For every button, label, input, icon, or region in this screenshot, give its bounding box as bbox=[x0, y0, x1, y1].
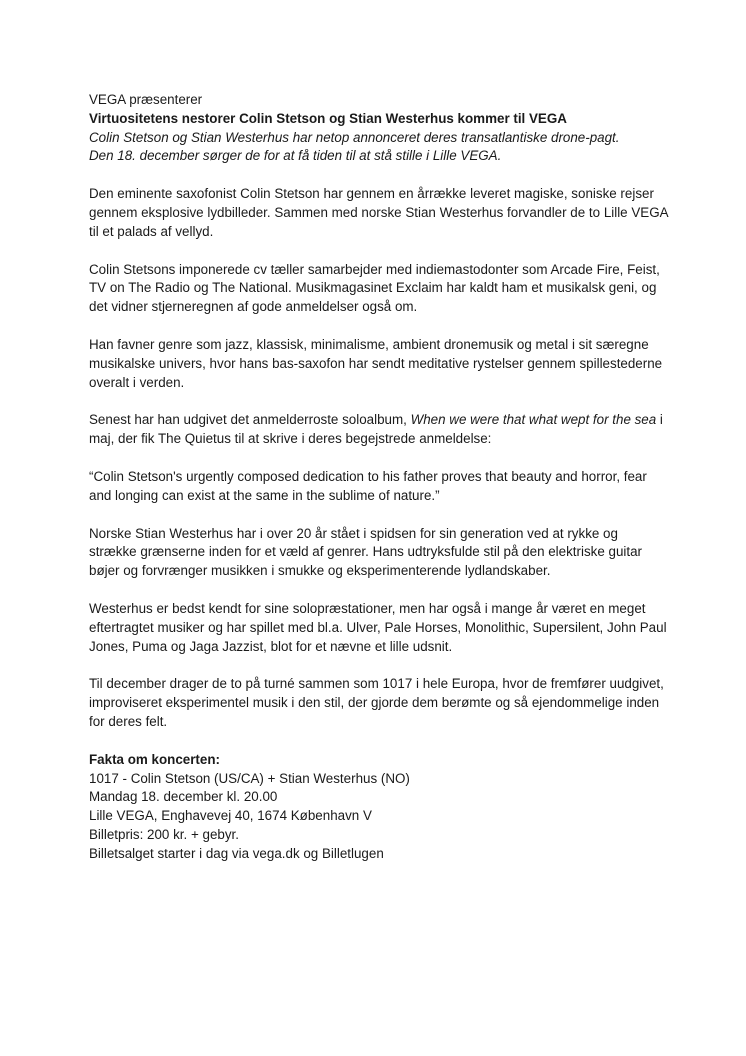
facts-line: 1017 - Colin Stetson (US/CA) + Stian Westerhus (NO) bbox=[89, 770, 410, 786]
review-quote: “Colin Stetson's urgently composed dedication to his father proves that beauty and horror, fear and longing can exist at the same in the sublime of nature.” bbox=[89, 468, 647, 503]
facts-heading: Fakta om koncerten: bbox=[89, 751, 220, 767]
facts-line: Billetpris: 200 kr. + gebyr. bbox=[89, 826, 239, 842]
paragraph-collaborations: Colin Stetsons imponerede cv tæller samarbejder med indiemastodonter som Arcade Fire, Feist, TV on The Radio og The National. Musikmagasinet Exclaim har kaldt ham et musikalsk geni, og det vidner stjerneregnen af gode anmeldelser også om. bbox=[89, 261, 660, 315]
album-text-pre: Senest har han udgivet det anmelderroste soloalbum, bbox=[89, 412, 411, 428]
paragraph-westerhus-collaborations: Westerhus er bedst kendt for sine solopræstationer, men har også i mange år været en meget eftertragtet musiker og har spillet med bl.a. Ulver, Pale Horses, Monolithic, Supersilent, John Paul Jones, Puma og Jaga Jazzist, blot for et nævne et lille udsnit. bbox=[89, 600, 667, 654]
header-block bbox=[89, 91, 669, 166]
press-release bbox=[89, 91, 669, 864]
facts-line: Lille VEGA, Enghavevej 40, 1674 København V bbox=[89, 808, 372, 824]
paragraph-tour: Til december drager de to på turné sammen som 1017 i hele Europa, hvor de fremfører uudgivet, improviseret eksperimentel musik i den stil, der gjorde dem berømte og så ejendommelige inden for deres felt. bbox=[89, 676, 664, 729]
headline: Virtuositetens nestorer Colin Stetson og Stian Westerhus kommer til VEGA bbox=[89, 110, 567, 126]
paragraph-intro: Den eminente saxofonist Colin Stetson har gennem en årrække leveret magiske, soniske rejser gennem eksplosive lydbilleder. Sammen med norske Stian Westerhus forvandler de to Lille VEGA til et palads af vellyd. bbox=[89, 186, 668, 239]
presenter-line: VEGA præsenterer bbox=[89, 92, 203, 107]
paragraph-album bbox=[89, 411, 669, 449]
album-title: When we were that what wept for the sea bbox=[410, 412, 657, 428]
facts-line: Mandag 18. december kl. 20.00 bbox=[89, 789, 278, 805]
paragraph-westerhus: Norske Stian Westerhus har i over 20 år stået i spidsen for sin generation ved at rykke og strække grænserne inden for et væld af genrer. Hans udtryksfulde stil på den elektriske guitar bøjer og forvrænger musikken i smukke og eksperimenterende lydlandskaber. bbox=[89, 525, 643, 579]
lead-line-2: Den 18. december sørger de for at få tiden til at stå stille i Lille VEGA. bbox=[89, 148, 502, 164]
paragraph-genres: Han favner genre som jazz, klassisk, minimalisme, ambient dronemusik og metal i sit særegne musikalske univers, hvor hans bas-saxofon har sendt meditative rystelser gennem spillestederne overalt i verden. bbox=[89, 336, 663, 390]
facts-line: Billetsalget starter i dag via vega.dk og Billetlugen bbox=[89, 845, 384, 861]
lead-line-1: Colin Stetson og Stian Westerhus har netop annonceret deres transatlantiske drone-pagt. bbox=[89, 129, 620, 145]
facts-block bbox=[89, 751, 669, 864]
album-text-post: i maj, der fik The Quietus til at skrive i deres begejstrede anmeldelse: bbox=[89, 412, 663, 447]
